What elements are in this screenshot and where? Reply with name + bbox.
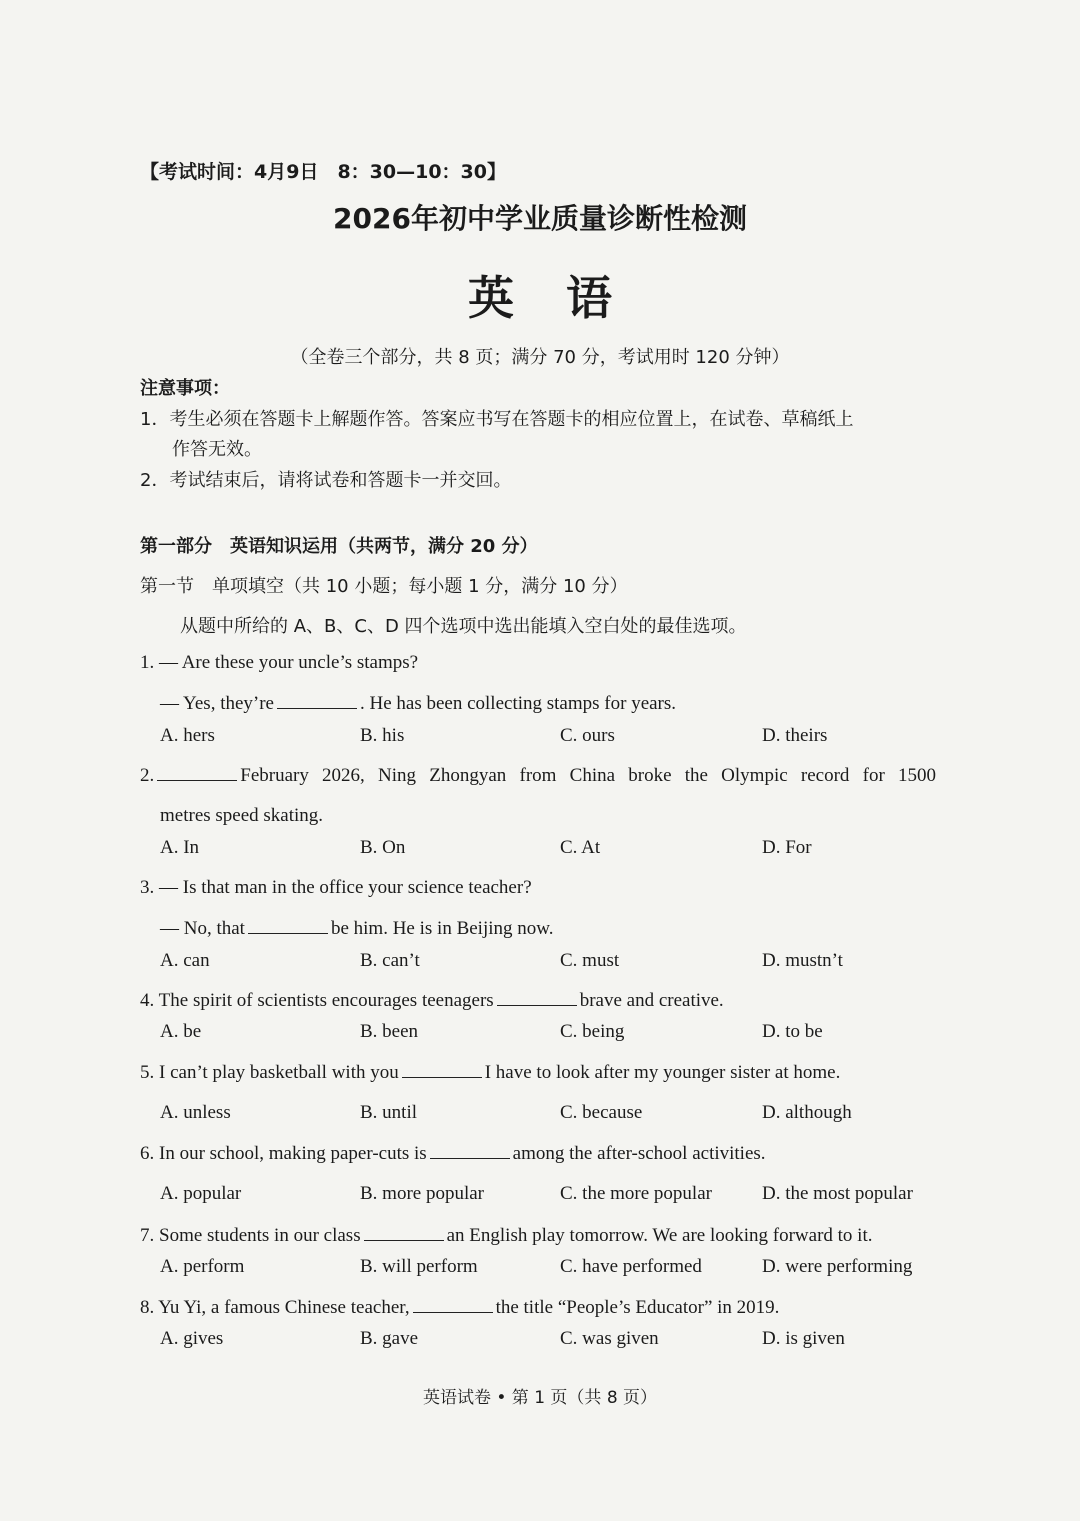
question-8 (140, 1296, 779, 1319)
question-5 (140, 1061, 840, 1084)
question-6 (140, 1142, 766, 1165)
option-d: D. the most popular (762, 1183, 913, 1204)
option-a: A. perform (160, 1256, 245, 1277)
option-c: C. the more popular (560, 1183, 712, 1204)
question-3-text-b: be him. He is in Beijing now. (330, 918, 554, 939)
instruction: 从题中所给的 A、B、C、D 四个选项中选出能填入空白处的最佳选项。 (180, 616, 747, 637)
option-d: D. to be (762, 1021, 823, 1042)
answer-blank (497, 989, 577, 1006)
question-2-number: 2. (140, 765, 155, 786)
option-c: C. was given (560, 1328, 659, 1349)
exam-info: （全卷三个部分，共 8 页；满分 70 分，考试用时 120 分钟） (290, 347, 790, 368)
option-b: B. more popular (360, 1183, 485, 1204)
question-1: 1. — Are these your uncle’s stamps? (140, 652, 419, 673)
question-4 (140, 989, 724, 1012)
part-title: 第一部分 英语知识运用（共两节，满分 20 分） (140, 536, 538, 557)
question-2-text: February 2026, Ning Zhongyan from China broke the Olympic record for 1500 (240, 765, 936, 786)
notes-title: 注意事项： (140, 378, 230, 399)
question-5-text-a: 5. I can’t play basketball with you (140, 1062, 399, 1083)
section-title: 第一节 单项填空（共 10 小题；每小题 1 分，满分 10 分） (140, 576, 628, 597)
page-title: 2026年初中学业质量诊断性检测 (333, 202, 747, 235)
option-a: A. In (160, 837, 200, 858)
option-a: A. can (160, 950, 210, 971)
option-b: B. until (360, 1102, 418, 1123)
option-c: C. ours (560, 725, 615, 746)
option-a: A. unless (160, 1102, 231, 1123)
option-b: B. On (360, 837, 406, 858)
option-d: D. theirs (762, 725, 828, 746)
option-a: A. be (160, 1021, 202, 1042)
question-4-text-a: 4. The spirit of scientists encourages teenagers (140, 990, 494, 1011)
subject-title: 英语 (468, 271, 664, 325)
question-6-text-a: 6. In our school, making paper-cuts is (140, 1143, 427, 1164)
question-1-text-b: . He has been collecting stamps for years. (360, 693, 677, 714)
answer-blank (402, 1061, 482, 1078)
exam-time: 【考试时间：4月9日 8：30—10：30】 (140, 161, 506, 183)
question-2 (140, 764, 936, 787)
question-3-text-a: — No, that (160, 918, 245, 939)
option-c: C. have performed (560, 1256, 702, 1277)
answer-blank (430, 1142, 510, 1159)
option-c: C. must (560, 950, 620, 971)
option-b: B. gave (360, 1328, 419, 1349)
option-b: B. will perform (360, 1256, 478, 1277)
question-7 (140, 1224, 873, 1247)
question-8-text-a: 8. Yu Yi, a famous Chinese teacher, (140, 1297, 410, 1318)
option-d: D. is given (762, 1328, 845, 1349)
option-b: B. can’t (360, 950, 420, 971)
question-4-text-b: brave and creative. (579, 990, 724, 1011)
question-3-answer-line (160, 917, 554, 940)
option-d: D. although (762, 1102, 852, 1123)
option-b: B. been (360, 1021, 419, 1042)
option-d: D. For (762, 837, 812, 858)
question-7-text-a: 7. Some students in our class (140, 1225, 361, 1246)
question-6-text-b: among the after-school activities. (512, 1143, 766, 1164)
option-c: C. being (560, 1021, 625, 1042)
option-c: C. because (560, 1102, 643, 1123)
answer-blank (364, 1224, 444, 1241)
answer-blank (248, 917, 328, 934)
option-a: A. gives (160, 1328, 224, 1349)
note-item-1: 1．考生必须在答题卡上解题作答。答案应书写在答题卡的相应位置上，在试卷、草稿纸上 (140, 409, 854, 430)
question-1-text-a: — Yes, they’re (160, 693, 274, 714)
option-c: C. At (560, 837, 601, 858)
answer-blank (157, 764, 237, 781)
page-footer: 英语试卷 • 第 1 页（共 8 页） (422, 1388, 658, 1408)
question-8-text-b: the title “People’s Educator” in 2019. (495, 1297, 780, 1318)
question-2-cont: metres speed skating. (160, 805, 324, 826)
option-a: A. popular (160, 1183, 242, 1204)
question-3: 3. — Is that man in the office your science teacher? (140, 877, 532, 898)
question-1-answer-line (160, 692, 676, 715)
question-5-text-b: I have to look after my younger sister at home. (484, 1062, 841, 1083)
question-7-text-b: an English play tomorrow. We are looking forward to it. (446, 1225, 873, 1246)
note-item-2: 2．考试结束后，请将试卷和答题卡一并交回。 (140, 470, 512, 491)
option-d: D. were performing (762, 1256, 913, 1277)
note-item-1-cont: 作答无效。 (172, 439, 262, 460)
answer-blank (413, 1296, 493, 1313)
answer-blank (277, 692, 357, 709)
option-b: B. his (360, 725, 405, 746)
option-a: A. hers (160, 725, 215, 746)
option-d: D. mustn’t (762, 950, 843, 971)
